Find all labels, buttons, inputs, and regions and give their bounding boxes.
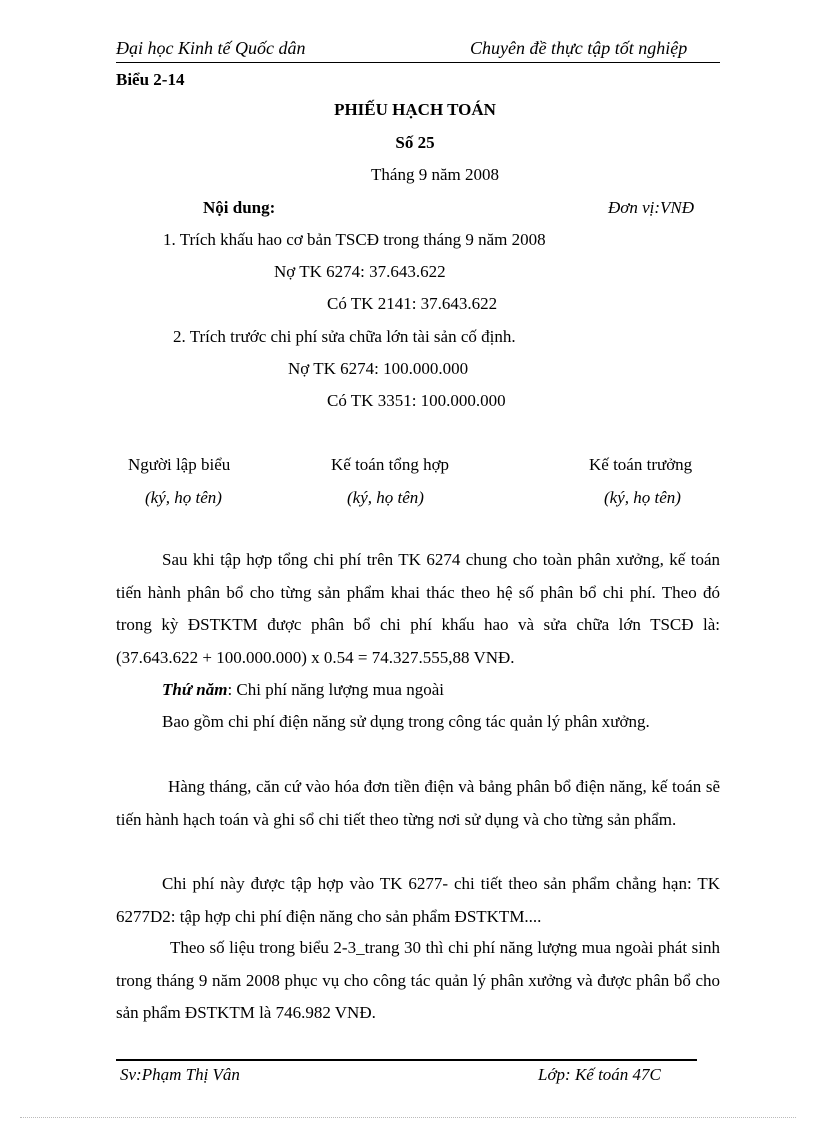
signature-preparer-note: (ký, họ tên)	[145, 488, 222, 507]
header-report-type: Chuyên đề thực tập tốt nghiệp	[470, 38, 688, 58]
paragraph-section-five	[116, 674, 720, 707]
section-five-title: : Chi phí năng lượng mua ngoài	[227, 680, 444, 699]
signature-chief-accountant-note: (ký, họ tên)	[604, 488, 681, 507]
paragraph-energy-cost-text: Theo số liệu trong biểu 2-3_trang 30 thì chi phí năng lượng mua ngoài phát sinh trong tháng 9 năm 2008 phục vụ cho công tác quản lý phân xưởng và được phân bổ cho sản phẩm ĐSTKTM là 746.982 VNĐ.	[116, 938, 720, 1022]
page-edge-dotted-line	[20, 1117, 796, 1118]
content-label: Nội dung:	[203, 198, 276, 217]
signature-general-accountant-role: Kế toán tổng hợp	[331, 455, 450, 474]
footer-student: Sv:Phạm Thị Vân	[120, 1065, 240, 1084]
voucher-date: Tháng 9 năm 2008	[371, 165, 499, 184]
signature-preparer-role: Người lập biểu	[128, 455, 231, 474]
entry-1-description: 1. Trích khấu hao cơ bản TSCĐ trong tháng 9 năm 2008	[163, 230, 546, 249]
entry-2-description: 2. Trích trước chi phí sửa chữa lớn tài sản cố định.	[173, 327, 516, 346]
footer-class: Lớp: Kế toán 47C	[538, 1065, 661, 1084]
paragraph-allocation	[116, 544, 720, 674]
paragraph-monthly-text: Hàng tháng, căn cứ vào hóa đơn tiền điện và bảng phân bổ điện năng, kế toán sẽ tiến hành hạch toán và ghi sổ chi tiết theo từng nơi sử dụng và cho từng sản phẩm.	[116, 777, 720, 829]
paragraph-account-6277-text: Chi phí này được tập hợp vào TK 6277- chi tiết theo sản phẩm chẳng hạn: TK 6277D2: tập hợp chi phí điện năng cho sản phẩm ĐSTKTM....	[116, 874, 720, 926]
header-rule	[116, 62, 720, 63]
entry-2-debit: Nợ TK 6274: 100.000.000	[288, 359, 469, 378]
entry-1-credit: Có TK 2141: 37.643.622	[327, 294, 498, 313]
entry-2-credit: Có TK 3351: 100.000.000	[327, 391, 506, 410]
header-school: Đại học Kinh tế Quốc dân	[116, 38, 306, 58]
voucher-number: Số 25	[395, 133, 435, 152]
signature-general-accountant-note: (ký, họ tên)	[347, 488, 424, 507]
signature-chief-accountant-role: Kế toán trưởng	[589, 455, 693, 474]
entry-1-debit: Nợ TK 6274: 37.643.622	[274, 262, 446, 281]
section-five-label: Thứ năm	[162, 680, 228, 699]
paragraph-electricity	[116, 706, 720, 739]
paragraph-allocation-text: Sau khi tập hợp tổng chi phí trên TK 6274 chung cho toàn phân xưởng, kế toán tiến hành phân bổ cho từng sản phẩm khai thác theo hệ số phân bổ chi phí. Theo đó trong kỳ ĐSTKTM được phân bổ chi phí khấu hao và sửa chữa lớn TSCĐ là: (37.643.622 + 100.000.000) x 0.54 = 74.327.555,88 VNĐ.	[116, 550, 720, 667]
paragraph-energy-cost	[116, 932, 720, 1030]
paragraph-monthly	[116, 771, 720, 836]
paragraph-account-6277	[116, 868, 720, 933]
bieu-label: Biểu 2-14	[116, 70, 185, 89]
paragraph-electricity-text: Bao gồm chi phí điện năng sử dụng trong công tác quản lý phân xưởng.	[162, 712, 650, 731]
currency-unit: Đơn vị:VNĐ	[608, 198, 695, 217]
page-title: PHIẾU HẠCH TOÁN	[334, 100, 496, 119]
footer-rule	[116, 1059, 697, 1061]
